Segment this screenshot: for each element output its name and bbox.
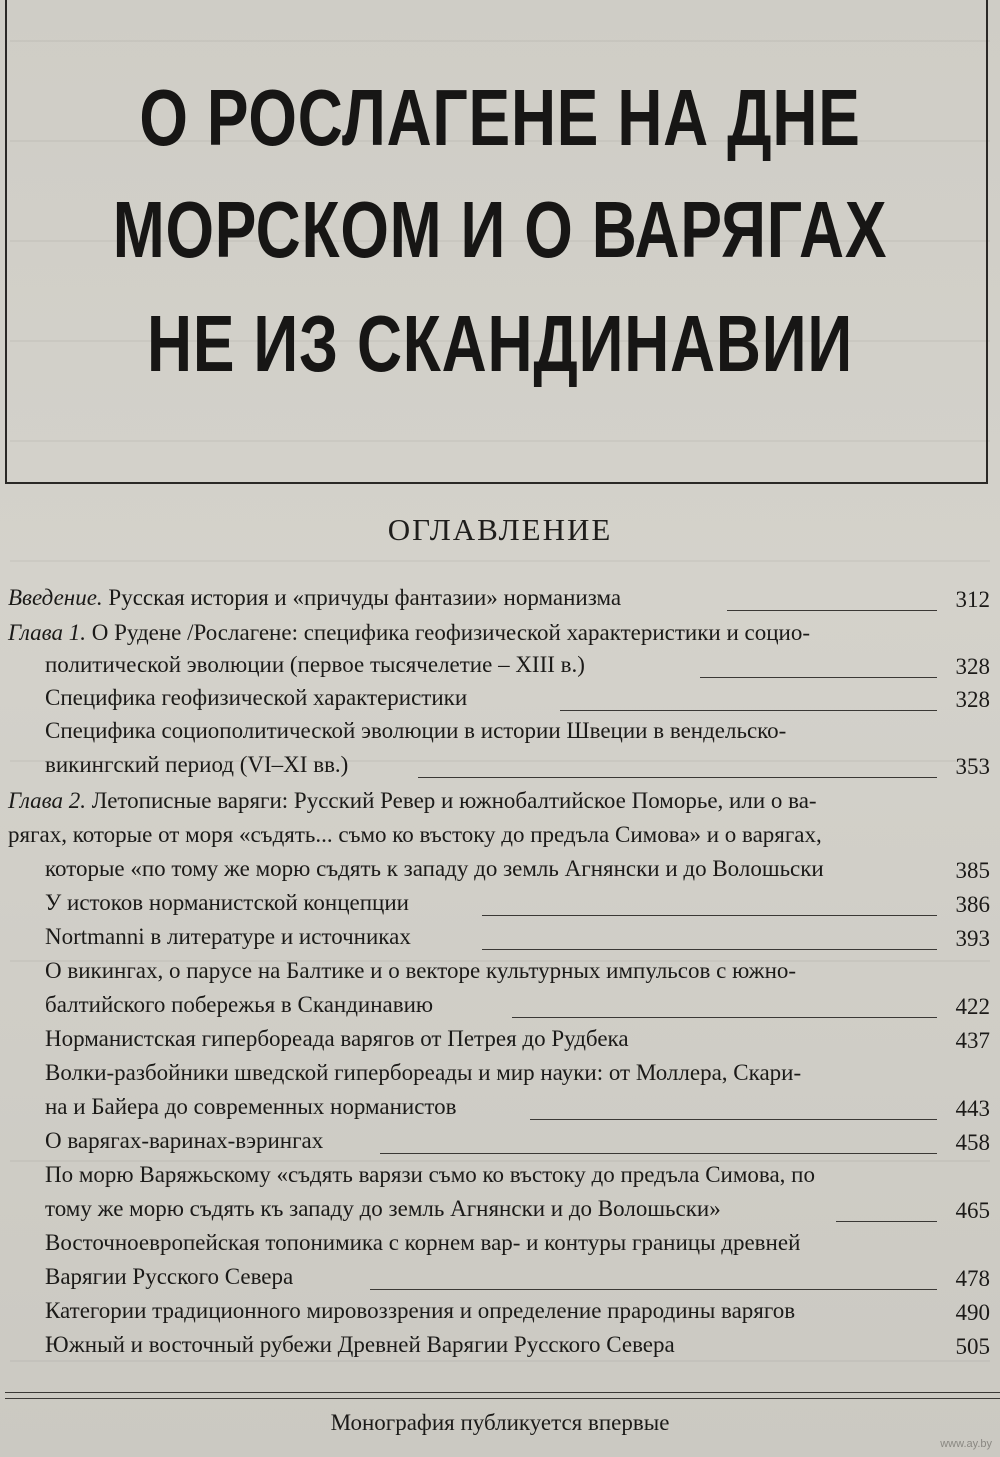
toc-page-number: 437: [955, 1028, 990, 1053]
toc-leader: [370, 1289, 937, 1290]
toc-entry-label: Глава 1.: [8, 620, 86, 645]
toc-entry-continuation: Варягии Русского Севера: [45, 1264, 294, 1289]
footer-rule: [5, 1398, 1000, 1399]
toc-page-number: 328: [955, 687, 990, 712]
toc-entry-label: Введение.: [8, 585, 103, 610]
toc-page-number: 490: [955, 1300, 990, 1325]
toc-entry-section[interactable]: Специфика геофизической характеристики: [45, 685, 468, 710]
toc-page-number: 385: [955, 858, 990, 883]
toc-entry-section[interactable]: Южный и восточный рубежи Древней Варягии Русского Севера: [45, 1332, 675, 1357]
toc-entry-text: Летописные варяги: Русский Ревер и южнобалтийское Поморье, или о ва-: [86, 788, 817, 813]
toc-leader: [530, 1119, 937, 1120]
toc-page-number: 393: [955, 926, 990, 951]
toc-entry-text: Русская история и «причуды фантазии» норманизма: [102, 585, 622, 610]
watermark: www.ay.by: [940, 1438, 992, 1450]
toc-entry-continuation: которые «по тому же морю съдять к западу до земль Агнянски и до Волошьски: [45, 856, 824, 881]
toc-leader: [727, 610, 937, 611]
footer-note: Монография публикуется впервые: [330, 1410, 670, 1435]
toc-entry-section[interactable]: Норманистская гипербореада варягов от Петрея до Рудбека: [45, 1026, 629, 1051]
toc-page-number: 422: [955, 994, 990, 1019]
toc-entry-section[interactable]: По морю Варяжьскому «съдять варязи съмо ко въстоку до предъла Симова, по: [45, 1162, 815, 1187]
toc-entry-text: О Рудене /Рослагене: специфика геофизической характеристики и социо-: [86, 620, 811, 645]
toc-entry-intro[interactable]: [8, 585, 621, 611]
toc-page-number: 505: [955, 1334, 990, 1359]
toc-entry-section[interactable]: У истоков норманистской концепции: [45, 890, 409, 915]
toc-page-number: 478: [955, 1266, 990, 1291]
toc-entry-section[interactable]: Восточноевропейская топонимика с корнем вар- и контуры границы древней: [45, 1230, 801, 1255]
toc-leader: [380, 1153, 937, 1154]
toc-heading: ОГЛАВЛЕНИЕ: [387, 512, 613, 547]
toc-entry-section[interactable]: Специфика социополитической эволюции в истории Швеции в вендельско-: [45, 718, 787, 743]
toc-leader: [560, 710, 937, 711]
toc-leader: [482, 949, 937, 950]
toc-entry-continuation: балтийского побережья в Скандинавию: [45, 992, 434, 1017]
toc-entry-continuation: политической эволюции (первое тысячелетие – XIII в.): [45, 652, 585, 677]
toc-page-number: 312: [955, 587, 990, 612]
toc-entry-section[interactable]: Nortmanni в литературе и источниках: [45, 924, 411, 949]
toc-entry-label: Глава 2.: [8, 788, 86, 813]
toc-leader: [700, 677, 937, 678]
toc-entry-continuation: на и Байера до современных норманистов: [45, 1094, 457, 1119]
toc-leader: [482, 915, 937, 916]
toc-page-number: 328: [955, 654, 990, 679]
toc-entry-section[interactable]: Волки-разбойники шведской гипербореады и мир науки: от Моллера, Скари-: [45, 1060, 802, 1085]
toc-entry-continuation: тому же морю съдять къ западу до земль Агнянски и до Волошьски»: [45, 1196, 721, 1221]
toc-page-number: 458: [955, 1130, 990, 1155]
toc-entry-chapter-1[interactable]: [8, 620, 810, 646]
toc-entry-continuation: викингский период (VI–XI вв.): [45, 752, 349, 777]
footer-rule: [5, 1392, 1000, 1393]
toc-page-number: 465: [955, 1198, 990, 1223]
toc-entry-section[interactable]: О варягах-варинах-вэрингах: [45, 1128, 324, 1153]
title-line-3: НЕ ИЗ СКАНДИНАВИИ: [146, 299, 854, 388]
toc-entry-section[interactable]: О викингах, о парусе на Балтике и о векторе культурных импульсов с южно-: [45, 958, 797, 983]
toc-leader: [418, 777, 937, 778]
toc-entry-section[interactable]: Категории традиционного мировоззрения и определение прародины варягов: [45, 1298, 796, 1323]
toc-page-number: 386: [955, 892, 990, 917]
title-line-1: О РОСЛАГЕНЕ НА ДНЕ: [139, 73, 861, 162]
toc-entry-chapter-2[interactable]: [8, 788, 817, 814]
title-line-2: МОРСКОМ И О ВАРЯГАХ: [112, 185, 888, 274]
toc-leader: [512, 1017, 937, 1018]
toc-page-number: 353: [955, 754, 990, 779]
toc-page-number: 443: [955, 1096, 990, 1121]
toc-entry-continuation: рягах, которые от моря «съдять... съмо ко въстоку до предъла Симова» и о варягах,: [8, 822, 822, 847]
